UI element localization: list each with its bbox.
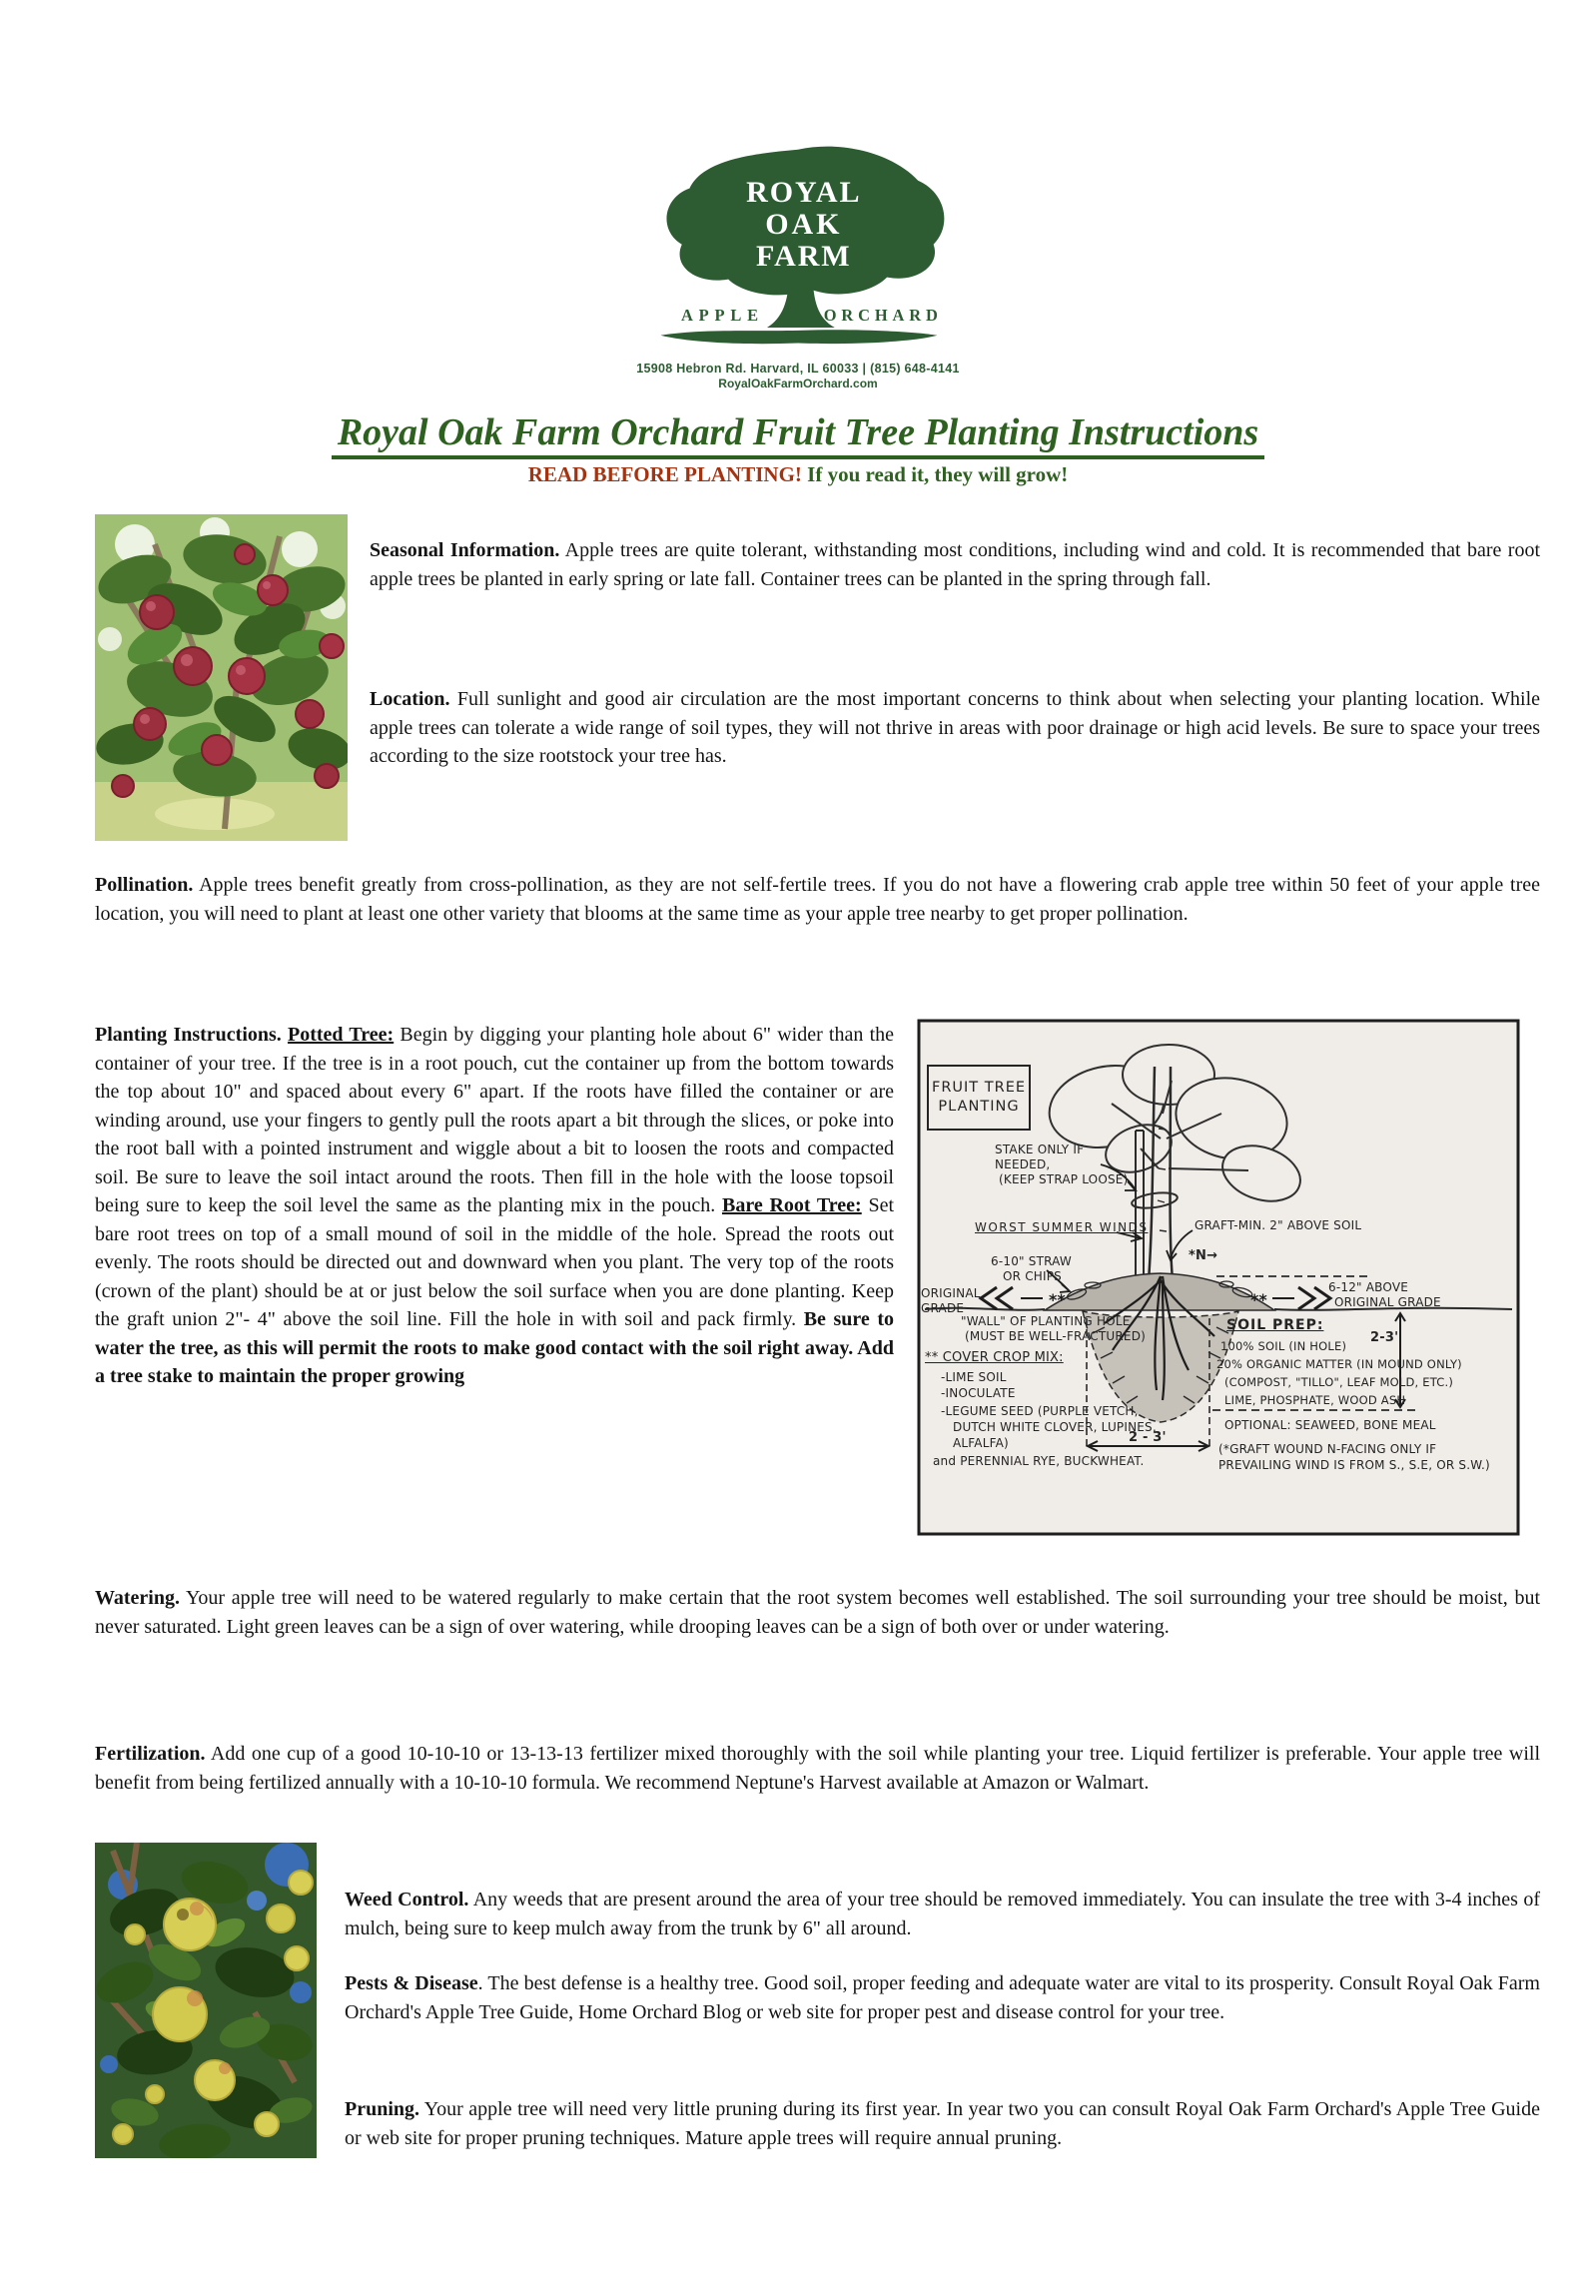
planting-bold-note: Be sure to water the tree, as this will permit the roots to make good contact with the soil right away. Add a tree stake to maintain the proper growing bbox=[95, 1308, 894, 1387]
potted-tree-body: Begin by digging your planting hole about 6" wider than the container of your tree. If the tree is in a root pouch, cut the container up from the bottom towards the top about 10" and spaced about every 6" apart. If the roots have filled the container or are winding around, use your fingers to gently pull the roots apart a bit through the slices, or poke into the root ball with a pointed instrument and wiggle about a bit to loosen the roots and compacted soil. Be sure to leave the soil intact around the roots. Then fill in the hole with the loose topsoil being sure to keep the soil level the same as the planting mix in the pouch. bbox=[95, 1024, 895, 1216]
logo-name-royal: ROYAL bbox=[746, 176, 862, 210]
yellow-apples-photo bbox=[95, 1843, 317, 2158]
diagram-soil-prep-item: 20% ORGANIC MATTER (IN MOUND ONLY) bbox=[1216, 1357, 1462, 1371]
diagram-cover-crop-item: -INOCULATE bbox=[941, 1386, 1016, 1400]
watering-section bbox=[95, 1584, 1540, 1641]
fertilization-body: Add one cup of a good 10-10-10 or 13-13-13 fertilizer mixed thoroughly with the soil while planting your tree. Liquid fertilizer is preferable. Your apple tree will benefit from being fertilized annually with a 10-10-10 formula. We recommend Neptune's Harvest available at Amazon or Walmart. bbox=[95, 1743, 1540, 1794]
fertilization-heading: Fertilization. bbox=[95, 1743, 206, 1765]
weed-control-body: Any weeds that are present around the area of your tree should be removed immediately. You can insulate the tree with 3-4 inches of mulch, being sure to keep mulch away from the trunk by 6" all around. bbox=[345, 1889, 1540, 1939]
subtitle bbox=[0, 462, 1596, 487]
diagram-optional-label: OPTIONAL: SEAWEED, BONE MEAL bbox=[1224, 1418, 1436, 1432]
diagram-stake-label: STAKE ONLY IF bbox=[995, 1143, 1085, 1156]
diagram-depth-dimension: 2-3' bbox=[1370, 1330, 1399, 1345]
watering-heading: Watering. bbox=[95, 1587, 180, 1609]
logo-website: RoyalOakFarmOrchard.com bbox=[718, 377, 878, 390]
pruning-section bbox=[345, 2095, 1540, 2152]
location-body: Full sunlight and good air circulation are the most important concerns to think about when selecting your planting location. While apple trees can tolerate a wide range of soil types, they will not thrive in areas with poor drainage or high acid levels. Be sure to space your trees according to the size rootstock your tree has. bbox=[370, 688, 1540, 767]
weed-control-section bbox=[345, 1886, 1540, 1942]
location-heading: Location. bbox=[370, 688, 450, 710]
royal-oak-farm-tree-logo-icon bbox=[643, 142, 953, 360]
diagram-title-line2: PLANTING bbox=[938, 1099, 1020, 1115]
planting-diagram bbox=[917, 1019, 1520, 1536]
subtitle-read-before-planting: READ BEFORE PLANTING! bbox=[527, 462, 802, 486]
page-title: Royal Oak Farm Orchard Fruit Tree Planting Instructions bbox=[332, 413, 1264, 459]
diagram-graft-wound-note: (*GRAFT WOUND N-FACING ONLY IF bbox=[1218, 1442, 1437, 1456]
diagram-graft-label: GRAFT-MIN. 2" ABOVE SOIL bbox=[1195, 1218, 1362, 1232]
diagram-above-grade-label: 6-12" ABOVE bbox=[1328, 1280, 1409, 1294]
logo-apple-label: APPLE bbox=[680, 306, 764, 326]
diagram-wall-label: (MUST BE WELL-FRACTURED) bbox=[965, 1329, 1147, 1343]
diagram-cover-crop-item: -LIME SOIL bbox=[941, 1370, 1007, 1384]
watering-body: Your apple tree will need to be watered regularly to make certain that the root system becomes well established. The soil surrounding your tree should be moist, but never saturated. Light green leaves can be a sign of over watering, while drooping leaves can be a sign of both over or under watering. bbox=[95, 1587, 1540, 1638]
planting-heading: Planting Instructions. bbox=[95, 1024, 282, 1046]
diagram-wall-label: "WALL" OF PLANTING HOLE bbox=[961, 1314, 1131, 1328]
logo bbox=[0, 142, 1596, 390]
pollination-body: Apple trees benefit greatly from cross-pollination, as they are not self-fertile trees. If you do not have a flowering crab apple tree within 50 feet of your apple tree location, you will need to plant at least one other variety that blooms at the same time as your apple tree nearby to get proper pollination. bbox=[95, 874, 1540, 925]
fertilization-section bbox=[95, 1740, 1540, 1797]
location-section bbox=[370, 685, 1540, 771]
diagram-title-box bbox=[927, 1065, 1031, 1131]
pruning-heading: Pruning. bbox=[345, 2098, 420, 2120]
bare-root-subheading: Bare Root Tree: bbox=[722, 1194, 862, 1216]
svg-text:**: ** bbox=[1250, 1290, 1267, 1309]
diagram-straw-label: OR CHIPS bbox=[1003, 1269, 1062, 1283]
diagram-cover-crop-item: DUTCH WHITE CLOVER, LUPINES, bbox=[953, 1420, 1157, 1434]
pests-disease-section bbox=[345, 1969, 1540, 2026]
diagram-graft-wound-note: PREVAILING WIND IS FROM S., S.E, OR S.W.) bbox=[1218, 1458, 1490, 1472]
bare-root-body: Set bare root trees on top of a small mound of soil in the middle of the hole. Spread the roots out evenly. The roots should be directed out and downward when you plant. The very top of the roots (crown of the plant) should be at or just below the soil surface when you are done planting. Keep the graft union 2"- 4" above the soil line. Fill the hole in with soil and pack firmly. bbox=[95, 1194, 895, 1330]
diagram-original-grade-label: ORIGINAL bbox=[921, 1286, 981, 1300]
seasonal-section bbox=[370, 536, 1540, 593]
logo-orchard-label: ORCHARD bbox=[823, 306, 943, 326]
pollination-heading: Pollination. bbox=[95, 874, 194, 896]
diagram-soil-prep-title: SOIL PREP: bbox=[1226, 1317, 1324, 1333]
diagram-stake-label: NEEDED, bbox=[995, 1157, 1051, 1171]
diagram-cover-crop-item: and PERENNIAL RYE, BUCKWHEAT. bbox=[933, 1454, 1145, 1468]
pests-disease-heading: Pests & Disease bbox=[345, 1972, 478, 1994]
diagram-soil-prep-item: (COMPOST, "TILLO", LEAF MOLD, ETC.) bbox=[1224, 1375, 1454, 1389]
logo-name-oak: OAK bbox=[765, 208, 843, 242]
diagram-stake-label: (KEEP STRAP LOOSE) bbox=[999, 1172, 1129, 1186]
logo-name-farm: FARM bbox=[756, 240, 852, 274]
planting-instructions-section bbox=[95, 1021, 894, 1391]
diagram-soil-prep-item: LIME, PHOSPHATE, WOOD ASH bbox=[1224, 1393, 1406, 1407]
potted-tree-subheading: Potted Tree: bbox=[288, 1024, 395, 1046]
diagram-straw-label: 6-10" STRAW bbox=[991, 1254, 1072, 1268]
diagram-soil-prep-item: 100% SOIL (IN HOLE) bbox=[1220, 1339, 1347, 1353]
diagram-title-line1: FRUIT TREE bbox=[931, 1080, 1027, 1096]
diagram-winds-label: WORST SUMMER WINDS bbox=[975, 1220, 1149, 1234]
pests-disease-body: . The best defense is a healthy tree. Good soil, proper feeding and adequate water are vital to its prosperity. Consult Royal Oak Farm Orchard's Apple Tree Guide, Home Orchard Blog or web site for proper pest and disease control for your tree. bbox=[345, 1972, 1540, 2023]
weed-control-heading: Weed Control. bbox=[345, 1889, 469, 1911]
pruning-body: Your apple tree will need very little pruning during its first year. In year two you can consult Royal Oak Farm Orchard's Apple Tree Guide or web site for proper pruning techniques. Mature apple trees will require annual pruning. bbox=[345, 2098, 1540, 2149]
subtitle-they-will-grow: If you read it, they will grow! bbox=[801, 462, 1069, 486]
diagram-above-grade-label: ORIGINAL GRADE bbox=[1334, 1295, 1441, 1309]
logo-address: 15908 Hebron Rd. Harvard, IL 60033 | (815) 648-4141 bbox=[636, 362, 960, 376]
svg-text:**: ** bbox=[1049, 1290, 1066, 1309]
diagram-width-dimension: 2 - 3' bbox=[1129, 1430, 1167, 1445]
diagram-cover-crop-item: -LEGUME SEED (PURPLE VETCH, bbox=[941, 1404, 1139, 1418]
diagram-original-grade-label: GRADE bbox=[921, 1301, 965, 1315]
pollination-section bbox=[95, 871, 1540, 928]
seasonal-body: Apple trees are quite tolerant, withstanding most conditions, including wind and cold. It is recommended that bare root apple trees be planted in early spring or late fall. Container trees can be planted in the spring through fall. bbox=[370, 539, 1541, 590]
diagram-north-label: *N→ bbox=[1189, 1248, 1218, 1263]
diagram-cover-crop-title: ** COVER CROP MIX: bbox=[925, 1350, 1064, 1365]
diagram-cover-crop-item: ALFALFA) bbox=[953, 1436, 1009, 1450]
red-apples-photo bbox=[95, 514, 348, 841]
seasonal-heading: Seasonal Information. bbox=[370, 539, 560, 561]
